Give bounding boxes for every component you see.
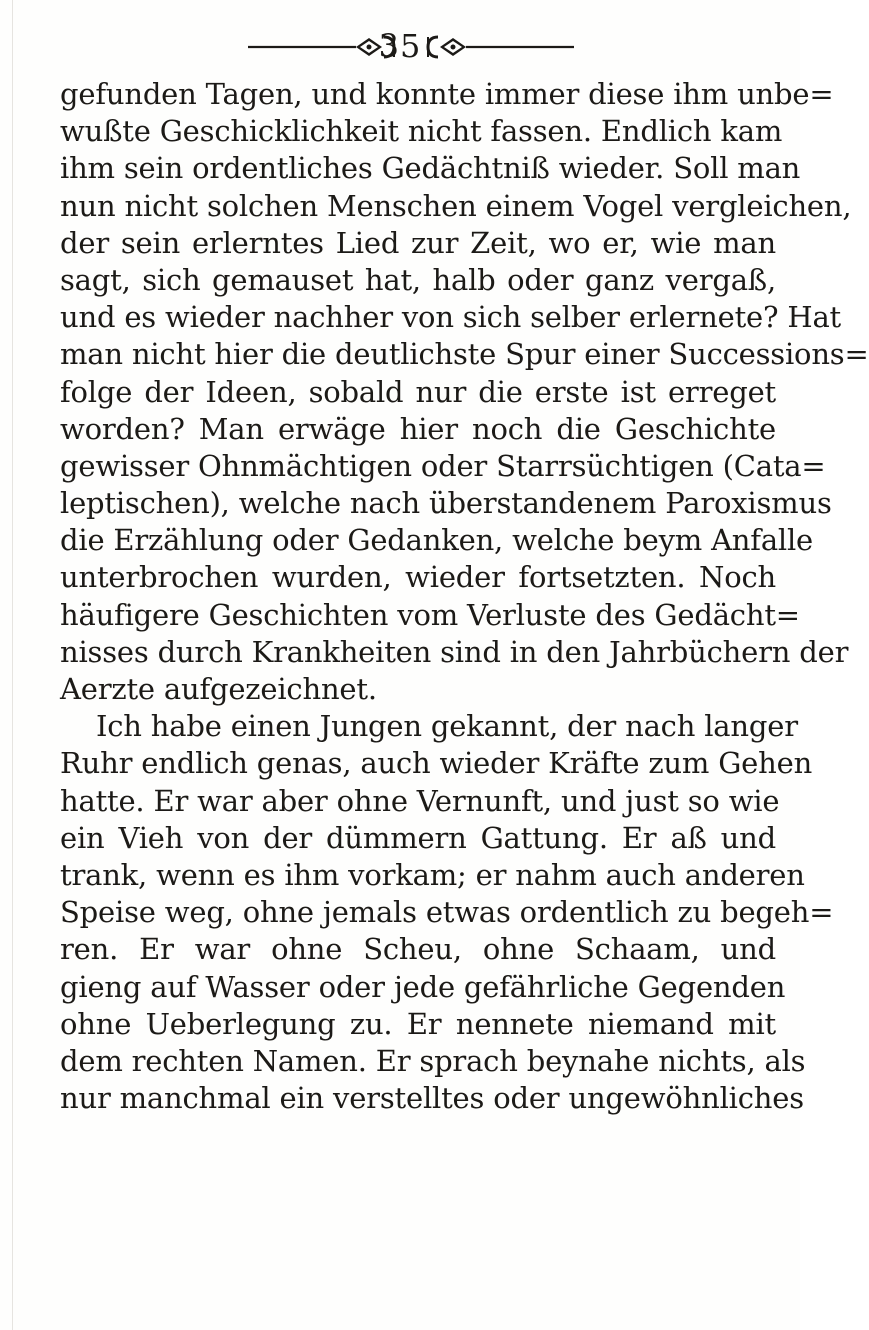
- page-number: 35: [378, 27, 422, 65]
- text-line: gefunden Tagen, und konnte immer diese ihm unbe=: [60, 77, 834, 111]
- text-line: häufigere Geschichten vom Verluste des Gedächt=: [60, 597, 800, 632]
- text-line: nun nicht solchen Menschen einem Vogel vergleichen,: [60, 188, 852, 223]
- text-line: trank, wenn es ihm vorkam; er nahm auch anderen: [60, 857, 805, 892]
- text-line: nisses durch Krankheiten sind in den Jahrbüchern der: [60, 634, 849, 669]
- text-line: ohne Ueberlegung zu. Er nennete niemand mit: [60, 1006, 776, 1041]
- text-line: unterbrochen wurden, wieder fortsetzten. Noch: [60, 560, 776, 595]
- paragraph-end-line: Aerzte aufgezeichnet.: [60, 672, 377, 706]
- text-line: Ruhr endlich genas, auch wieder Kräfte zum Gehen: [60, 746, 813, 781]
- text-line: gieng auf Wasser oder jede gefährliche Gegenden: [60, 969, 786, 1004]
- text-line: nur manchmal ein verstelltes oder ungewöhnliches: [60, 1081, 804, 1116]
- text-line: ihm sein ordentliches Gedächtniß wieder. Soll man: [60, 151, 801, 186]
- page-gutter-line: [12, 0, 13, 1330]
- text-line: worden? Man erwäge hier noch die Geschichte: [60, 411, 776, 446]
- text-line: ren. Er war ohne Scheu, ohne Schaam, und: [60, 932, 776, 967]
- paragraph-start-line: Ich habe einen Jungen gekannt, der nach langer: [96, 709, 798, 744]
- text-line: folge der Ideen, sobald nur die erste ist erreget: [60, 374, 776, 409]
- body-text: [60, 76, 869, 1117]
- text-line: die Erzählung oder Gedanken, welche beym Anfalle: [60, 523, 814, 558]
- text-line: ein Vieh von der dümmern Gattung. Er aß und: [60, 820, 776, 855]
- text-line: und es wieder nachher von sich selber erlernete? Hat: [60, 300, 842, 335]
- text-line: Speise weg, ohne jemals etwas ordentlich zu begeh=: [60, 895, 834, 930]
- text-line: wußte Geschicklichkeit nicht fassen. Endlich kam: [60, 114, 783, 149]
- right-ornament-icon: [418, 30, 578, 60]
- text-line: gewisser Ohnmächtigen oder Starrsüchtigen (Cata=: [60, 448, 826, 483]
- text-line: man nicht hier die deutlichste Spur einer Successions=: [60, 337, 869, 372]
- text-line: leptischen), welche nach überstandenem Paroxismus: [60, 486, 832, 521]
- text-line: der sein erlerntes Lied zur Zeit, wo er, wie man: [60, 225, 776, 260]
- page-header: [0, 24, 800, 68]
- text-line: hatte. Er war aber ohne Vernunft, und just so wie: [60, 783, 780, 818]
- text-line: sagt, sich gemauset hat, halb oder ganz vergaß,: [60, 262, 776, 297]
- text-line: dem rechten Namen. Er sprach beynahe nichts, als: [60, 1043, 806, 1078]
